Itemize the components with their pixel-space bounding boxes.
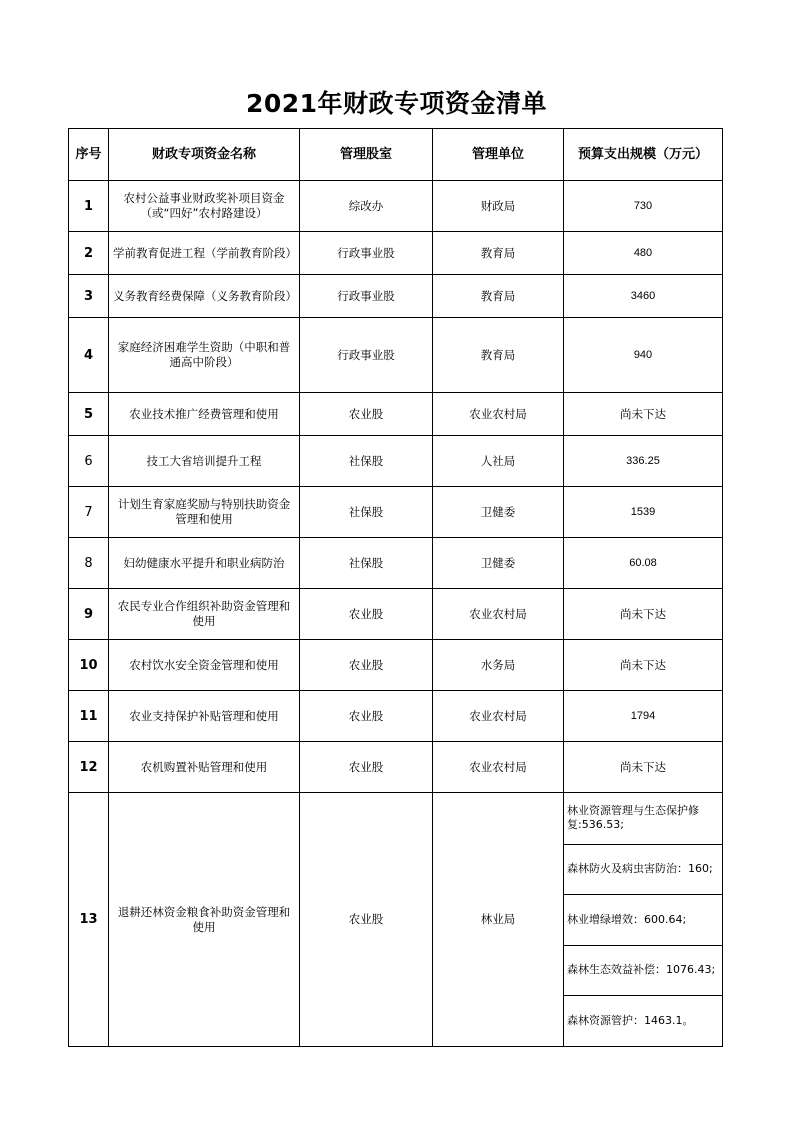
fund-table <box>68 128 723 1047</box>
row-dept: 农业股 <box>300 742 433 793</box>
row-budget: 尚未下达 <box>564 589 723 640</box>
row-budget: 336.25 <box>564 436 723 487</box>
row-name: 农民专业合作组织补助资金管理和使用 <box>109 589 300 640</box>
row-unit: 水务局 <box>433 640 564 691</box>
row-budget: 1539 <box>564 487 723 538</box>
table-row <box>69 793 723 1047</box>
table-row <box>69 589 723 640</box>
budget-item: 林业资源管理与生态保护修复:536.53; <box>564 793 722 844</box>
row-name: 妇幼健康水平提升和职业病防治 <box>109 538 300 589</box>
row-seq: 2 <box>69 232 109 275</box>
header-name: 财政专项资金名称 <box>109 129 300 181</box>
table-row <box>69 318 723 393</box>
row-budget: 尚未下达 <box>564 393 723 436</box>
row-name: 计划生育家庭奖励与特别扶助资金管理和使用 <box>109 487 300 538</box>
budget-item: 森林生态效益补偿：1076.43; <box>564 945 722 995</box>
row-seq: 8 <box>69 538 109 589</box>
budget-item: 森林防火及病虫害防治：160; <box>564 844 722 894</box>
row-dept: 农业股 <box>300 589 433 640</box>
row-name: 学前教育促进工程（学前教育阶段） <box>109 232 300 275</box>
row-name: 农机购置补贴管理和使用 <box>109 742 300 793</box>
row-seq: 1 <box>69 181 109 232</box>
table-row <box>69 393 723 436</box>
header-unit: 管理单位 <box>433 129 564 181</box>
row-seq: 6 <box>69 436 109 487</box>
table-row <box>69 487 723 538</box>
row-name: 家庭经济困难学生资助（中职和普通高中阶段） <box>109 318 300 393</box>
row-dept: 农业股 <box>300 640 433 691</box>
row-unit: 农业农村局 <box>433 742 564 793</box>
row-seq: 9 <box>69 589 109 640</box>
row-name: 农业支持保护补贴管理和使用 <box>109 691 300 742</box>
row-unit: 财政局 <box>433 181 564 232</box>
row-budget-breakdown <box>564 793 723 1047</box>
row-name: 农业技术推广经费管理和使用 <box>109 393 300 436</box>
row-seq: 4 <box>69 318 109 393</box>
row-budget: 940 <box>564 318 723 393</box>
row-name: 退耕还林资金粮食补助资金管理和使用 <box>109 793 300 1047</box>
row-budget: 1794 <box>564 691 723 742</box>
table-row <box>69 436 723 487</box>
row-dept: 社保股 <box>300 436 433 487</box>
table-row <box>69 538 723 589</box>
table-row <box>69 181 723 232</box>
row-dept: 社保股 <box>300 538 433 589</box>
row-unit: 农业农村局 <box>433 589 564 640</box>
row-seq: 3 <box>69 275 109 318</box>
row-budget: 730 <box>564 181 723 232</box>
row-budget: 尚未下达 <box>564 742 723 793</box>
table-row <box>69 232 723 275</box>
budget-breakdown-list <box>564 793 722 1046</box>
row-unit: 卫健委 <box>433 487 564 538</box>
table-row <box>69 275 723 318</box>
budget-item: 森林资源管护：1463.1。 <box>567 1013 694 1027</box>
header-dept: 管理股室 <box>300 129 433 181</box>
table-row <box>69 742 723 793</box>
row-dept: 社保股 <box>300 487 433 538</box>
row-seq: 5 <box>69 393 109 436</box>
row-unit: 卫健委 <box>433 538 564 589</box>
header-budget: 预算支出规模（万元） <box>564 129 723 181</box>
row-unit: 林业局 <box>433 793 564 1047</box>
row-unit: 人社局 <box>433 436 564 487</box>
header-row <box>69 129 723 181</box>
budget-item: 林业增绿增效：600.64; <box>564 894 722 945</box>
row-dept: 综改办 <box>300 181 433 232</box>
row-seq: 11 <box>69 691 109 742</box>
table-row <box>69 640 723 691</box>
row-unit: 农业农村局 <box>433 393 564 436</box>
row-name: 技工大省培训提升工程 <box>109 436 300 487</box>
row-budget: 60.08 <box>564 538 723 589</box>
row-unit: 教育局 <box>433 318 564 393</box>
row-dept: 行政事业股 <box>300 232 433 275</box>
row-seq: 13 <box>69 793 109 1047</box>
row-name: 农村公益事业财政奖补项目资金（或“四好”农村路建设） <box>109 181 300 232</box>
row-budget: 480 <box>564 232 723 275</box>
row-name: 义务教育经费保障（义务教育阶段） <box>109 275 300 318</box>
row-budget: 尚未下达 <box>564 640 723 691</box>
table-row <box>69 691 723 742</box>
row-dept: 农业股 <box>300 691 433 742</box>
row-dept: 行政事业股 <box>300 275 433 318</box>
row-seq: 12 <box>69 742 109 793</box>
row-dept: 行政事业股 <box>300 318 433 393</box>
row-budget: 3460 <box>564 275 723 318</box>
row-dept: 农业股 <box>300 393 433 436</box>
row-seq: 10 <box>69 640 109 691</box>
row-seq: 7 <box>69 487 109 538</box>
row-unit: 教育局 <box>433 232 564 275</box>
row-unit: 农业农村局 <box>433 691 564 742</box>
row-name: 农村饮水安全资金管理和使用 <box>109 640 300 691</box>
page-title: 2021年财政专项资金清单 <box>245 89 548 118</box>
header-seq: 序号 <box>69 129 109 181</box>
row-unit: 教育局 <box>433 275 564 318</box>
row-dept: 农业股 <box>300 793 433 1047</box>
